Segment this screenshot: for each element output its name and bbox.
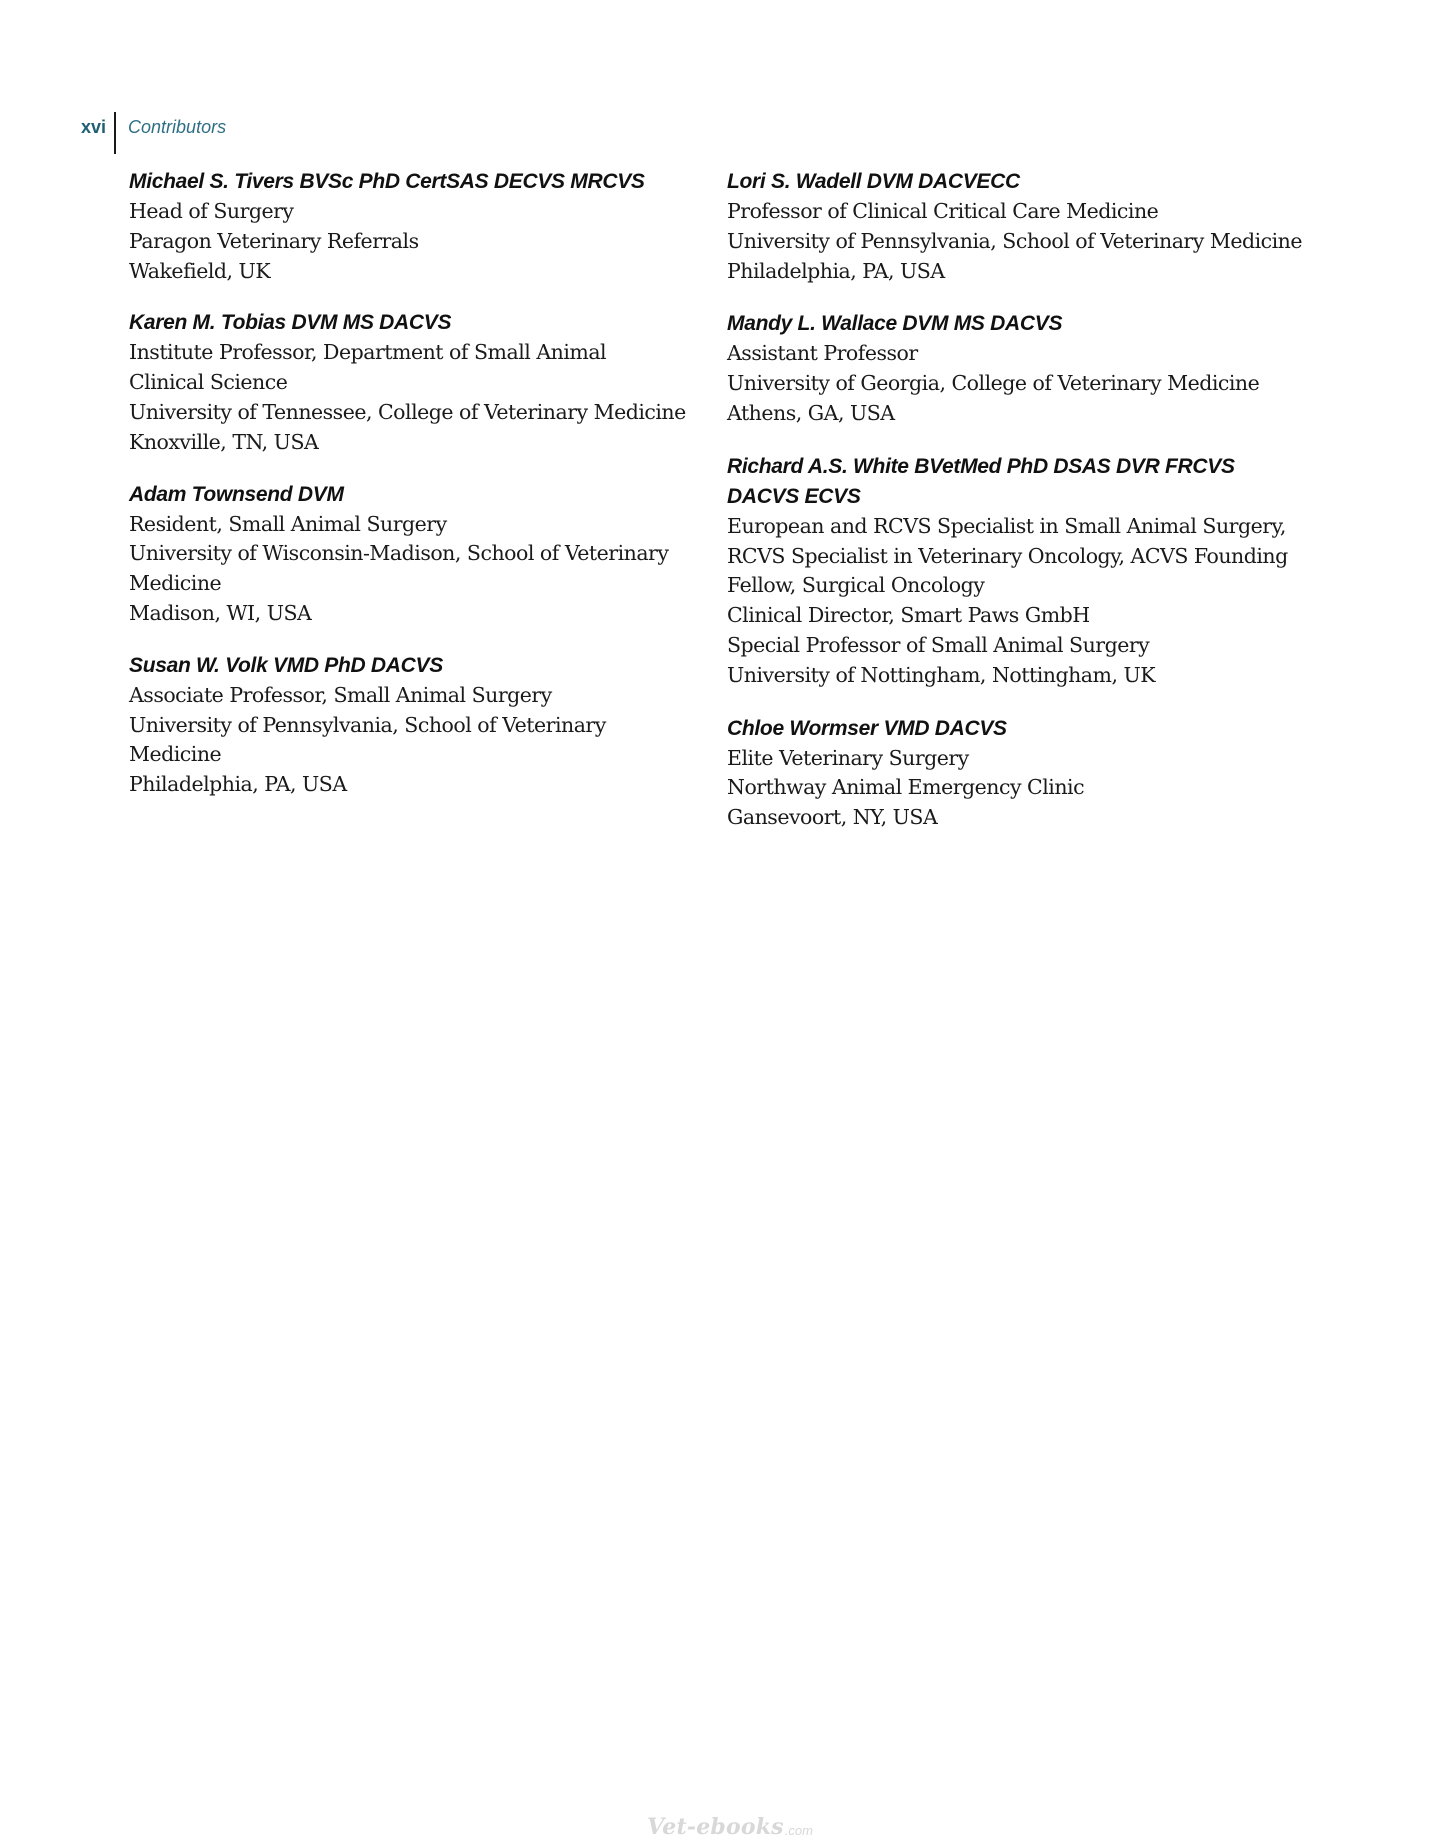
contributor-affiliation-line: Medicine <box>129 742 222 767</box>
contributor-affiliation-line: Northway Animal Emergency Clinic <box>727 775 1085 800</box>
contributor-name-continued: DACVS ECVS <box>727 484 861 508</box>
contributor-affiliation-line: Elite Veterinary Surgery <box>727 745 969 770</box>
contributor-affiliation-line: Philadelphia, PA, USA <box>727 258 945 283</box>
contributor-entry <box>727 167 1307 286</box>
contributor-affiliation-line: Clinical Science <box>129 370 288 395</box>
contributor-entry <box>727 309 1307 428</box>
contributor-affiliation-line: University of Georgia, College of Veterinary Medicine <box>727 371 1260 396</box>
contributor-name: Lori S. Wadell DVM DACVECC <box>727 170 1020 193</box>
contributor-affiliation-line: Special Professor of Small Animal Surgery <box>727 632 1150 657</box>
running-head <box>81 112 226 154</box>
contributor-affiliation-line: Paragon Veterinary Referrals <box>129 228 419 253</box>
section-title: Contributors <box>128 117 227 137</box>
contributor-affiliation-line: University of Nottingham, Nottingham, UK <box>727 662 1156 687</box>
contributor-name: Michael S. Tivers BVSc PhD CertSAS DECVS MRCVS <box>129 170 645 193</box>
contributor-affiliation-line: University of Wisconsin-Madison, School of Veterinary <box>129 541 669 566</box>
contributor-entry <box>129 480 689 629</box>
contributor-affiliation-line: Head of Surgery <box>129 199 294 223</box>
page-number: xvi <box>81 117 107 137</box>
contributor-affiliation-line: Resident, Small Animal Surgery <box>129 511 447 536</box>
contributor-affiliation-line: Institute Professor, Department of Small Animal <box>129 340 607 365</box>
contributor-entry <box>727 714 1307 833</box>
header-divider <box>114 112 116 154</box>
contributor-name: Chloe Wormser VMD DACVS <box>727 716 1007 740</box>
contributor-affiliation-line: Fellow, Surgical Oncology <box>727 573 985 598</box>
contributor-affiliation-line: Athens, GA, USA <box>727 400 895 425</box>
left-column <box>129 167 689 822</box>
contributor-entry <box>129 167 689 286</box>
contributor-affiliation-line: Madison, WI, USA <box>129 600 312 625</box>
contributor-name: Mandy L. Wallace DVM MS DACVS <box>727 312 1063 336</box>
contributor-affiliation-line: Clinical Director, Smart Paws GmbH <box>727 603 1090 628</box>
watermark-logo <box>640 1812 820 1842</box>
contributor-affiliation-line: RCVS Specialist in Veterinary Oncology, ACVS Founding <box>727 543 1288 568</box>
contributor-entry <box>129 308 689 457</box>
contributor-name: Adam Townsend DVM <box>129 482 344 506</box>
contributor-name: Susan W. Volk VMD PhD DACVS <box>129 653 443 677</box>
contributor-entry <box>129 651 689 800</box>
contributor-name: Karen M. Tobias DVM MS DACVS <box>129 311 452 335</box>
contributor-affiliation-line: University of Pennsylvania, School of Veterinary <box>129 712 606 737</box>
contributor-affiliation-line: University of Pennsylvania, School of Veterinary Medicine <box>727 228 1302 253</box>
contributor-affiliation-line: Gansevoort, NY, USA <box>727 805 938 830</box>
contributor-entry <box>727 452 1307 691</box>
contributor-affiliation-line: Philadelphia, PA, USA <box>129 772 347 797</box>
contributor-affiliation-line: Knoxville, TN, USA <box>129 429 319 454</box>
watermark-text: Vet-ebooks <box>647 1814 784 1840</box>
right-column <box>727 167 1307 856</box>
contributor-affiliation-line: European and RCVS Specialist in Small Animal Surgery, <box>727 513 1286 538</box>
watermark-domain: .com <box>784 1822 813 1838</box>
contributor-affiliation-line: Wakefield, UK <box>129 258 271 283</box>
contributor-affiliation-line: Professor of Clinical Critical Care Medicine <box>727 199 1159 223</box>
contributor-affiliation-line: Associate Professor, Small Animal Surgery <box>129 682 552 707</box>
contributor-name: Richard A.S. White BVetMed PhD DSAS DVR FRCVS <box>727 454 1235 478</box>
contributor-affiliation-line: Assistant Professor <box>727 341 918 366</box>
contributor-affiliation-line: Medicine <box>129 571 222 596</box>
contributor-affiliation-line: University of Tennessee, College of Veterinary Medicine <box>129 399 686 424</box>
